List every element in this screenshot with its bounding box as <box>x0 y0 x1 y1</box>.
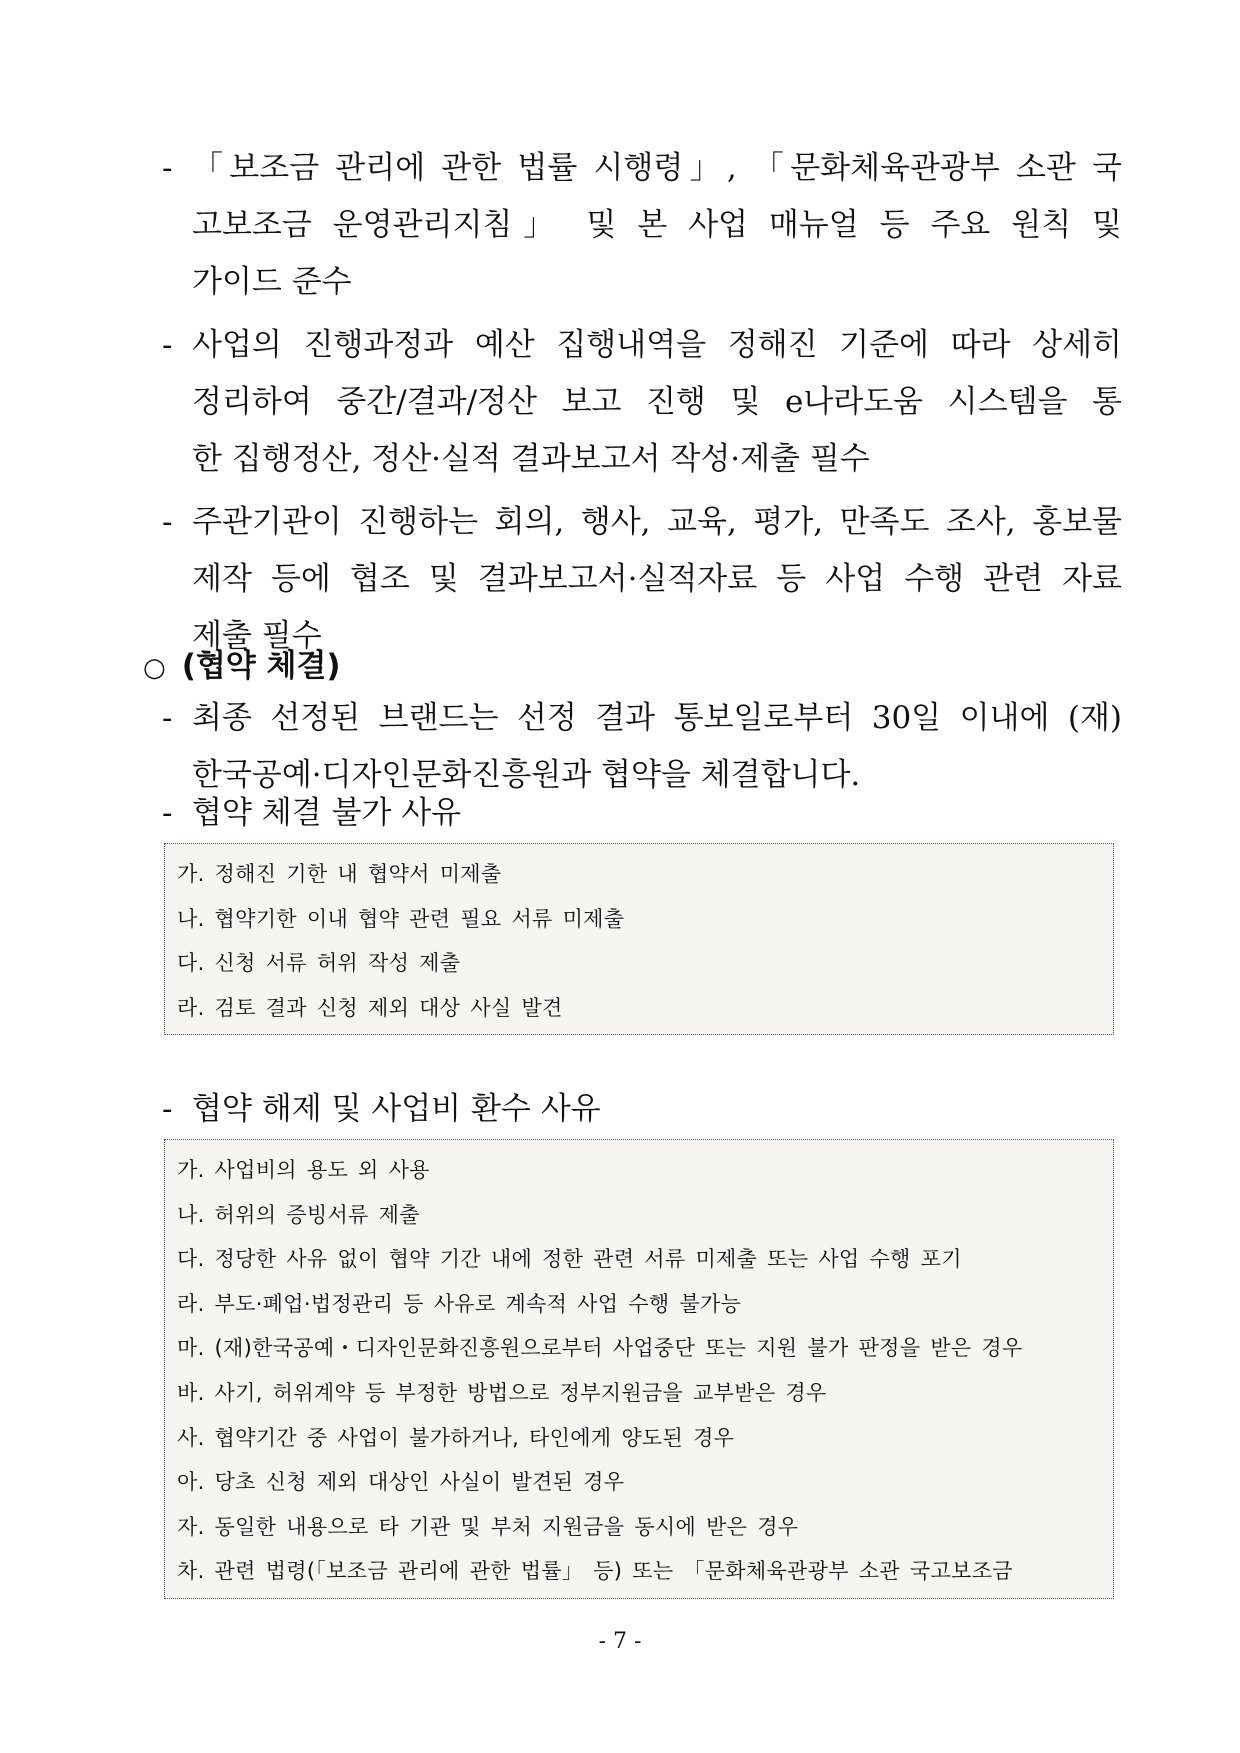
box-row: 다. 신청 서류 허위 작성 제출 <box>177 951 461 976</box>
subheading-termination <box>162 1083 601 1135</box>
box-row: 아. 당초 신청 제외 대상인 사실이 발견된 경우 <box>177 1470 625 1495</box>
circle-bullet-icon: ○ <box>143 653 166 683</box>
box-row: 다. 정당한 사유 없이 협약 기간 내에 정한 관련 서류 미제출 또는 사업 수행 포기 <box>177 1247 962 1272</box>
reasons-box <box>164 843 1114 1035</box>
subheading-agreement-impossible <box>162 787 461 839</box>
box-row: 사. 협약기간 중 사업이 불가하거나, 타인에게 양도된 경우 <box>177 1425 735 1450</box>
box-row: 나. 허위의 증빙서류 제출 <box>177 1202 420 1227</box>
list-item-line: 최종 선정된 브랜드는 선정 결과 통보일로부터 30일 이내에 (재) <box>192 700 1122 736</box>
box-row: 마. (재)한국공예・디자인문화진흥원으로부터 사업중단 또는 지원 불가 판정을 받은 경우 <box>177 1336 1023 1361</box>
dash-marker: - <box>162 1091 173 1127</box>
list-item-line: 정리하여 중간/결과/정산 보고 진행 및 e나라도움 시스템을 통 <box>192 384 1122 420</box>
list-item <box>162 140 1122 311</box>
dash-marker: - <box>162 150 173 186</box>
list-item-line: 한 집행정산, 정산·실적 결과보고서 작성·제출 필수 <box>192 441 870 477</box>
list-item-line: 제출 필수 <box>192 618 322 654</box>
box-row: 라. 부도·폐업·법정관리 등 사유로 계속적 사업 수행 불가능 <box>177 1291 742 1316</box>
box-row: 차. 관련 법령(「보조금 관리에 관한 법률」 등) 또는 「문화체육관광부 소관 국고보조금 <box>177 1559 1013 1584</box>
section-title: (협약 체결) <box>181 648 341 684</box>
section-heading <box>143 640 341 694</box>
subheading-text: 협약 체결 불가 사유 <box>192 795 462 831</box>
list-item-line: 제작 등에 협조 및 결과보고서·실적자료 등 사업 수행 관련 자료 <box>192 561 1122 597</box>
list-item-line: 주관기관이 진행하는 회의, 행사, 교육, 평가, 만족도 조사, 홍보물 <box>192 504 1122 540</box>
list-item-line: 가이드 준수 <box>192 264 352 300</box>
list-item-line: 사업의 진행과정과 예산 집행내역을 정해진 기준에 따라 상세히 <box>192 327 1122 363</box>
box-row: 나. 협약기한 이내 협약 관련 필요 서류 미제출 <box>177 906 625 931</box>
box-row: 자. 동일한 내용으로 타 기관 및 부처 지원금을 동시에 받은 경우 <box>177 1514 799 1539</box>
list-item-line: 「보조금 관리에 관한 법률 시행령」, 「문화체육관광부 소관 국 <box>192 150 1122 186</box>
box-row: 바. 사기, 허위계약 등 부정한 방법으로 정부지원금을 교부받은 경우 <box>177 1380 827 1405</box>
subheading-text: 협약 해제 및 사업비 환수 사유 <box>192 1091 601 1127</box>
dash-marker: - <box>162 504 173 540</box>
box-row: 라. 검토 결과 신청 제외 대상 사실 발견 <box>177 995 563 1020</box>
list-item <box>162 317 1122 488</box>
dash-marker: - <box>162 700 173 736</box>
list-item-line: 한국공예·디자인문화진흥원과 협약을 체결합니다. <box>192 757 861 793</box>
requirements-list <box>162 140 1122 671</box>
termination-reasons-box <box>164 1139 1114 1599</box>
box-row: 가. 정해진 기한 내 협약서 미제출 <box>177 862 502 886</box>
page-number: - 7 - <box>598 1629 642 1654</box>
dash-marker: - <box>162 795 173 831</box>
dash-marker: - <box>162 327 173 363</box>
list-item-line: 고보조금 운영관리지침」 및 본 사업 매뉴얼 등 주요 원칙 및 <box>192 207 1122 243</box>
box-row: 가. 사업비의 용도 외 사용 <box>177 1158 430 1182</box>
